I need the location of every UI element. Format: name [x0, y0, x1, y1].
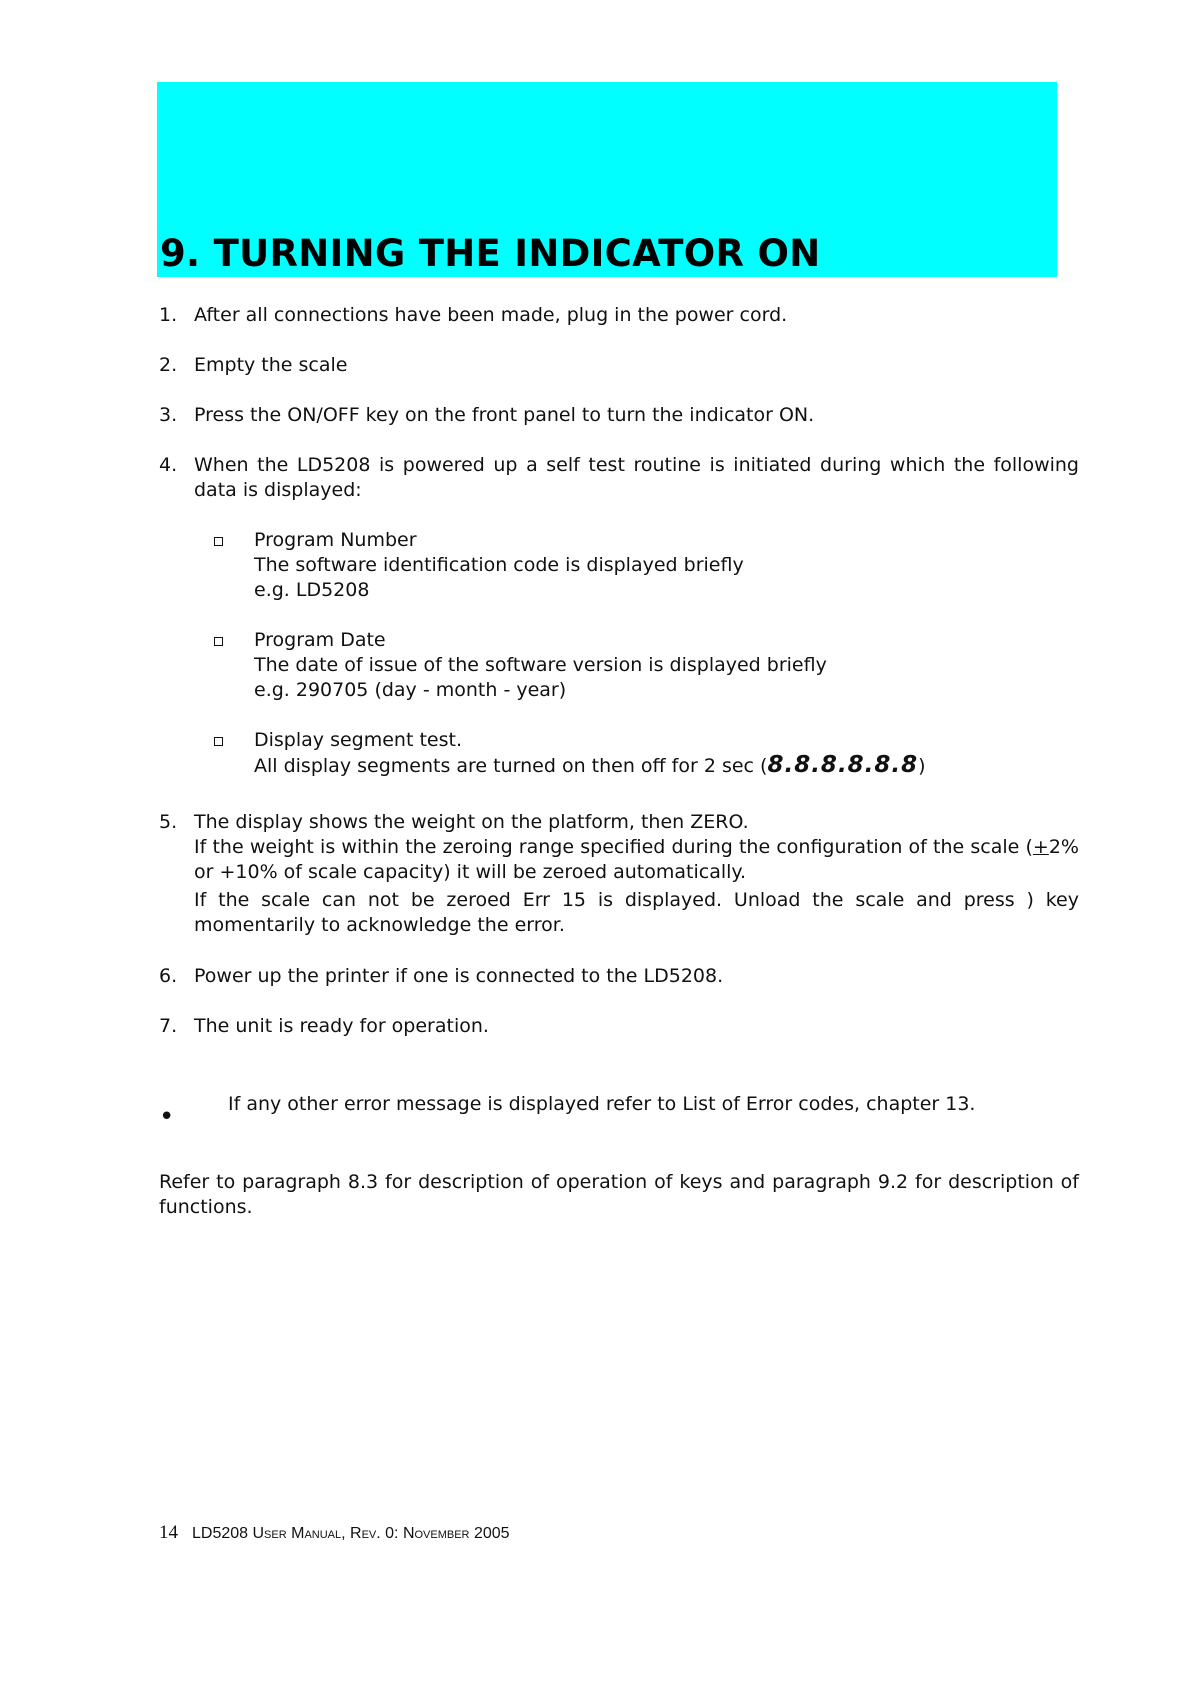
step-2: [159, 353, 1079, 378]
step-text: Empty the scale: [194, 354, 348, 376]
text-run: key momentarily to acknowledge the error.: [194, 889, 1079, 936]
checkbox-bullet-icon: [214, 537, 223, 546]
bullet-icon: •: [159, 1102, 175, 1132]
step-text: The unit is ready for operation.: [194, 1015, 489, 1037]
zero-key-icon: ): [1026, 889, 1034, 911]
step-number: 2.: [159, 354, 178, 376]
refer-paragraph: Refer to paragraph 8.3 for description of operation of keys and paragraph 9.2 for description of functions.: [159, 1171, 1079, 1218]
page-number: 14: [159, 1522, 178, 1543]
step-number: 3.: [159, 404, 178, 426]
item-description: [254, 753, 1033, 779]
footer-run: ,: [341, 1525, 351, 1542]
plus-minus-sign: +: [1032, 836, 1049, 858]
step-number: 6.: [159, 965, 178, 987]
step-text: After all connections have been made, plug in the power cord.: [194, 304, 788, 326]
footer-run: Rev: [350, 1525, 377, 1542]
step-6: [159, 964, 1079, 989]
step-5: [159, 810, 1079, 938]
step-text: When the LD5208 is powered up a self test routine is initiated during which the following data is displayed:: [194, 454, 1079, 501]
step-number: 7.: [159, 1015, 178, 1037]
item-title: Display segment test.: [254, 729, 462, 751]
text-run: If the scale can not be zeroed Err 15 is displayed. Unload the scale and press: [194, 889, 1027, 911]
footer-run: 2005: [469, 1525, 510, 1542]
item-example: e.g. 290705 (day - month - year): [254, 679, 567, 701]
step-4: [159, 453, 1079, 503]
step-3: [159, 403, 1079, 428]
item-description: The software identification code is displayed briefly: [254, 554, 744, 576]
step-number: 4.: [159, 454, 178, 476]
text-run: If the weight is within the zeroing range specified during the configuration of the scale (: [194, 836, 1033, 858]
footer-run: November: [402, 1525, 470, 1542]
self-test-item-program-number: [213, 528, 1033, 603]
step-1: [159, 303, 1079, 328]
section-header-banner: [157, 82, 1057, 277]
segment-pattern: 8.8.8.8.8.8: [767, 752, 919, 778]
step-number: 5.: [159, 811, 178, 833]
footer-run: . 0:: [376, 1525, 403, 1542]
footer-run: LD5208: [192, 1525, 253, 1542]
item-description: The date of issue of the software version is displayed briefly: [254, 654, 827, 676]
footer-run: User Manual: [252, 1525, 342, 1542]
step-text: Power up the printer if one is connected to the LD5208.: [194, 965, 724, 987]
desc-prefix: All display segments are turned on then off for 2 sec (: [254, 755, 768, 777]
error-note: If any other error message is displayed refer to List of Error codes, chapter 13.: [228, 1093, 976, 1115]
item-title: Program Number: [254, 529, 417, 551]
step-text-line-3: [194, 888, 1079, 938]
self-test-item-segment-test: [213, 728, 1033, 779]
item-title: Program Date: [254, 629, 386, 651]
footer-text: [192, 1525, 510, 1542]
page-footer: [159, 1522, 510, 1544]
checkbox-bullet-icon: [214, 637, 223, 646]
step-text: Press the ON/OFF key on the front panel to turn the indicator ON.: [194, 404, 815, 426]
checkbox-bullet-icon: [214, 737, 223, 746]
step-number: 1.: [159, 304, 178, 326]
desc-suffix: ): [918, 755, 926, 777]
step-text-line-1: The display shows the weight on the platform, then ZERO.: [194, 811, 749, 833]
item-example: e.g. LD5208: [254, 579, 370, 601]
section-title: 9. TURNING THE INDICATOR ON: [160, 232, 821, 275]
self-test-item-program-date: [213, 628, 1033, 703]
text-run: 2% or +10% of scale capacity) it will be zeroed automatically.: [194, 836, 1079, 883]
step-7: [159, 1014, 1079, 1039]
step-text-line-2: [194, 835, 1079, 885]
